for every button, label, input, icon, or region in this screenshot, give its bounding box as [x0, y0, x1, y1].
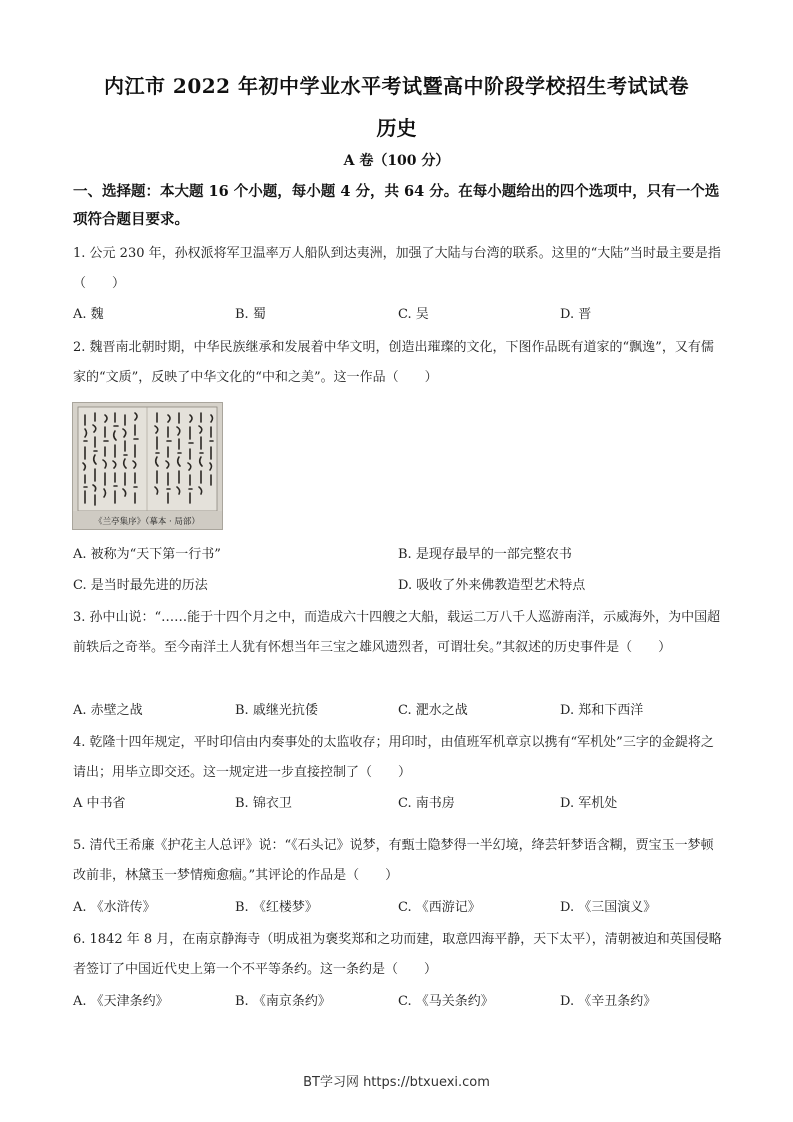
option-d: D. 吸收了外来佛教造型艺术特点: [398, 578, 586, 593]
question-6-stem: 6. 1842 年 8 月，在南京静海寺（明成祖为褒奖郑和之功而建，取意四海平静，天下太平），清朝被迫和英国侵略者签订了中国近代史上第一个不平等条约。这一条约是（ ）: [73, 932, 722, 977]
option-c: C. 《马关条约》: [398, 994, 494, 1009]
question-4-options: [73, 790, 723, 818]
calligraphy-image: [72, 402, 223, 530]
question-5-stem: 5. 清代王希廉《护花主人总评》说：“《石头记》说梦，有甄士隐梦得一半幻境，绛芸轩梦语含糊，贾宝玉一梦顿改前非，林黛玉一梦情痴愈痼。”其评论的作品是（ ）: [73, 838, 714, 883]
option-b: B. 锦衣卫: [235, 796, 292, 811]
option-b: B. 蜀: [235, 307, 266, 322]
option-a: A. 赤壁之战: [73, 703, 143, 718]
option-a: A. 被称为“天下第一行书”: [73, 547, 221, 562]
option-b: B. 《南京条约》: [235, 994, 331, 1009]
option-d: D. 军机处: [560, 796, 618, 811]
question-4-stem: 4. 乾隆十四年规定，平时印信由内奏事处的太监收存；用印时，由值班军机章京以携有“军机处”三字的金鍉将之请出；用毕立即交还。这一规定进一步直接控制了（ ）: [73, 735, 714, 780]
subject-title: 历史: [376, 116, 417, 140]
footer-watermark: BT学习网 https://btxuexi.com: [303, 1075, 490, 1090]
question-6-options: [73, 988, 723, 1016]
exam-title: 内江市 2022 年初中学业水平考试暨高中阶段学校招生考试试卷: [103, 74, 690, 98]
option-b: B. 是现存最早的一部完整农书: [398, 547, 572, 562]
option-c: C. 南书房: [398, 796, 455, 811]
option-a: A. 《水浒传》: [73, 900, 156, 915]
question-1-options: [73, 301, 723, 329]
question-2-options-row1: [73, 541, 723, 569]
question-3-options: [73, 697, 723, 725]
option-d: D. 《三国演义》: [560, 900, 657, 915]
option-a: A. 《天津条约》: [73, 994, 169, 1009]
section-heading: 一、选择题：本大题 16 个小题，每小题 4 分，共 64 分。在每小题给出的四个选项中，只有一个选项符合题目要求。: [73, 183, 720, 228]
option-c: C. 淝水之战: [398, 703, 468, 718]
option-c: C. 《西游记》: [398, 900, 481, 915]
calligraphy-caption: 《兰亭集序》（摹本 · 局部）: [94, 517, 200, 527]
option-d: D. 晋: [560, 307, 592, 322]
question-2-stem: 2. 魏晋南北朝时期，中华民族继承和发展着中华文明，创造出璀璨的文化，下图作品既有道家的“飘逸”，又有儒家的“文质”，反映了中华文化的“中和之美”。这一作品（ ）: [73, 340, 714, 385]
option-b: B. 戚继光抗倭: [235, 703, 318, 718]
option-a: A 中书省: [73, 796, 126, 811]
calligraphy-artwork: [73, 403, 222, 529]
question-1-stem: 1. 公元 230 年，孙权派将军卫温率万人船队到达夷洲，加强了大陆与台湾的联系。这里的“大陆”当时最主要是指（ ）: [73, 246, 721, 291]
option-d: D. 郑和下西洋: [560, 703, 644, 718]
option-b: B. 《红楼梦》: [235, 900, 318, 915]
question-3-stem: 3. 孙中山说：“……能于十四个月之中，而造成六十四艘之大船，载运二万八千人巡游南洋，示威海外，为中国超前轶后之奇举。至今南洋土人犹有怀想当年三宝之雄风遗烈者，可谓壮矣。”其叙述的历史事件是（ ）: [73, 610, 721, 655]
question-5-options: [73, 894, 723, 922]
question-2-options-row2: [73, 572, 723, 600]
option-c: C. 吴: [398, 307, 429, 322]
option-d: D. 《辛丑条约》: [560, 994, 657, 1009]
option-c: C. 是当时最先进的历法: [73, 578, 208, 593]
option-a: A. 魏: [73, 307, 104, 322]
part-title: A 卷（100 分）: [343, 153, 450, 169]
